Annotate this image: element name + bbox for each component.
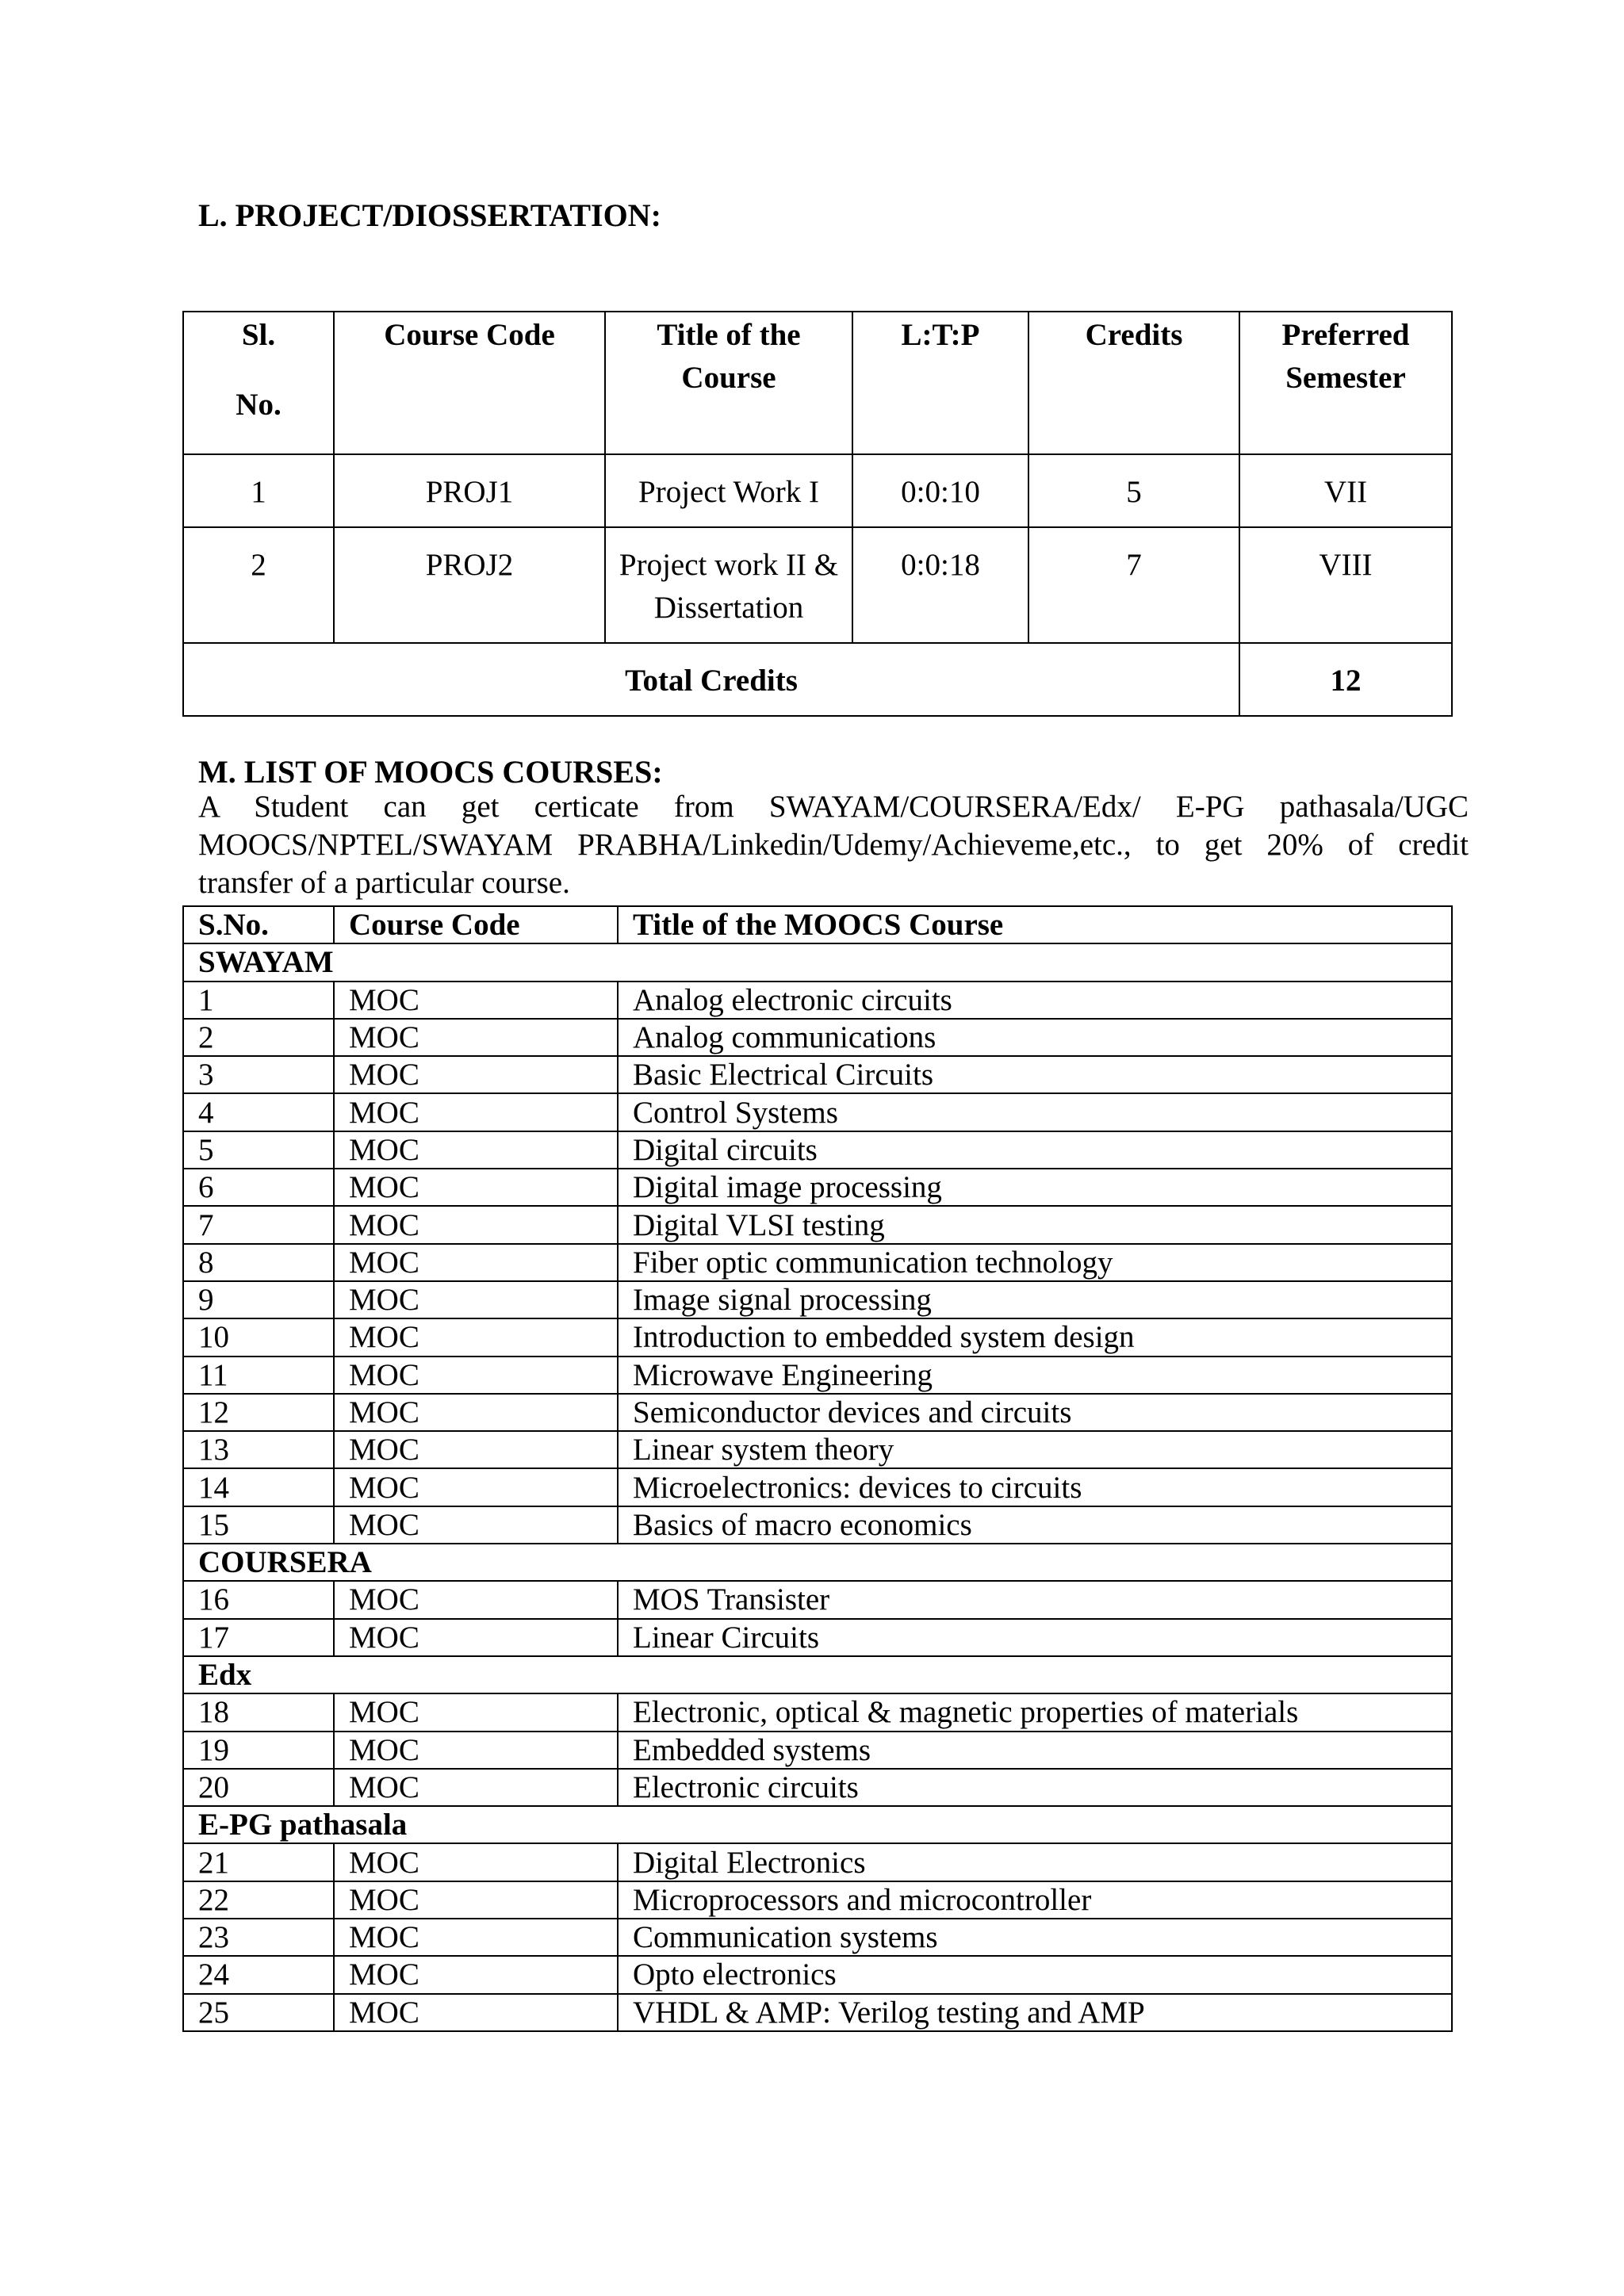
table-row — [183, 1956, 1452, 1993]
header-credits: Credits — [1028, 312, 1239, 454]
header-sl-line1: Sl. — [241, 318, 276, 352]
row-course-code: MOC — [334, 1994, 618, 2031]
section-m-heading: M. LIST OF MOOCS COURSES: — [198, 754, 663, 790]
row-sno: 16 — [183, 1581, 334, 1618]
row-course-title: Semiconductor devices and circuits — [618, 1394, 1452, 1431]
row-course-title: Digital circuits — [618, 1131, 1452, 1169]
table-row — [183, 1843, 1452, 1881]
row-sno: 18 — [183, 1693, 334, 1731]
header-course-code: Course Code — [334, 906, 618, 943]
row-sno: 21 — [183, 1843, 334, 1881]
row-course-code: MOC — [334, 1431, 618, 1468]
row-sno: 1 — [183, 982, 334, 1019]
moocs-table-header — [183, 906, 1452, 943]
group-label: E-PG pathasala — [183, 1806, 1452, 1843]
row-course-code: MOC — [334, 1169, 618, 1206]
row-course-title: Electronic circuits — [618, 1769, 1452, 1806]
row-course-title: Control Systems — [618, 1093, 1452, 1131]
row-sno: 8 — [183, 1244, 334, 1281]
row-course-title: Fiber optic communication technology — [618, 1244, 1452, 1281]
row-course-code: MOC — [334, 982, 618, 1019]
row-semester: VII — [1239, 454, 1452, 527]
row-code: PROJ2 — [334, 527, 605, 643]
row-sno: 2 — [183, 1019, 334, 1056]
row-course-title: VHDL & AMP: Verilog testing and AMP — [618, 1994, 1452, 2031]
row-course-code: MOC — [334, 1281, 618, 1318]
row-code: PROJ1 — [334, 454, 605, 527]
row-sl: 1 — [183, 454, 334, 527]
header-sno: S.No. — [183, 906, 334, 943]
row-course-code: MOC — [334, 1619, 618, 1656]
row-course-code: MOC — [334, 1019, 618, 1056]
row-course-title: Microelectronics: devices to circuits — [618, 1468, 1452, 1506]
group-row — [183, 1544, 1452, 1581]
row-course-title: Digital image processing — [618, 1169, 1452, 1206]
table-row — [183, 1769, 1452, 1806]
table-row — [183, 1131, 1452, 1169]
total-credits-label: Total Credits — [183, 643, 1239, 716]
row-course-title: Digital VLSI testing — [618, 1206, 1452, 1243]
row-course-code: MOC — [334, 1131, 618, 1169]
row-ltp: 0:0:10 — [852, 454, 1028, 527]
row-sno: 4 — [183, 1093, 334, 1131]
row-sno: 3 — [183, 1056, 334, 1093]
row-sno: 24 — [183, 1956, 334, 1993]
table-row — [183, 1506, 1452, 1544]
row-sno: 14 — [183, 1468, 334, 1506]
group-label: COURSERA — [183, 1544, 1452, 1581]
group-row — [183, 943, 1452, 981]
header-semester: Preferred Semester — [1239, 312, 1452, 454]
table-row — [183, 1056, 1452, 1093]
project-table — [182, 311, 1453, 717]
row-sno: 15 — [183, 1506, 334, 1544]
group-label: Edx — [183, 1656, 1452, 1693]
row-credits: 7 — [1028, 527, 1239, 643]
row-sno: 11 — [183, 1357, 334, 1394]
row-course-title: Electronic, optical & magnetic properties of materials — [618, 1693, 1452, 1731]
row-sno: 5 — [183, 1131, 334, 1169]
row-course-title: Basics of macro economics — [618, 1506, 1452, 1544]
row-sno: 12 — [183, 1394, 334, 1431]
row-course-title: Microprocessors and microcontroller — [618, 1881, 1452, 1919]
row-course-code: MOC — [334, 1468, 618, 1506]
row-course-code: MOC — [334, 1769, 618, 1806]
row-course-title: Microwave Engineering — [618, 1357, 1452, 1394]
row-course-title: Digital Electronics — [618, 1843, 1452, 1881]
group-label: SWAYAM — [183, 943, 1452, 981]
header-course-code: Course Code — [334, 312, 605, 454]
table-row — [183, 982, 1452, 1019]
row-course-code: MOC — [334, 1318, 618, 1356]
row-sno: 10 — [183, 1318, 334, 1356]
table-row — [183, 1357, 1452, 1394]
row-sno: 25 — [183, 1994, 334, 2031]
table-row — [183, 1693, 1452, 1731]
row-sno: 20 — [183, 1769, 334, 1806]
row-course-title: Opto electronics — [618, 1956, 1452, 1993]
row-course-title: Analog communications — [618, 1019, 1452, 1056]
table-row — [183, 1919, 1452, 1956]
row-sno: 23 — [183, 1919, 334, 1956]
table-row — [183, 1206, 1452, 1243]
table-row — [183, 1394, 1452, 1431]
row-course-title: Linear Circuits — [618, 1619, 1452, 1656]
row-course-code: MOC — [334, 1206, 618, 1243]
row-course-code: MOC — [334, 1093, 618, 1131]
table-row — [183, 527, 1452, 643]
row-credits: 5 — [1028, 454, 1239, 527]
row-semester: VIII — [1239, 527, 1452, 643]
table-row — [183, 1244, 1452, 1281]
row-title: Project work II & Dissertation — [605, 527, 852, 643]
row-course-code: MOC — [334, 1581, 618, 1618]
row-course-code: MOC — [334, 1357, 618, 1394]
table-row — [183, 1281, 1452, 1318]
table-row — [183, 1468, 1452, 1506]
table-row — [183, 1732, 1452, 1769]
row-course-title: Communication systems — [618, 1919, 1452, 1956]
table-row — [183, 1881, 1452, 1919]
table-row — [183, 1093, 1452, 1131]
row-sno: 13 — [183, 1431, 334, 1468]
header-ltp: L:T:P — [852, 312, 1028, 454]
row-course-title: Basic Electrical Circuits — [618, 1056, 1452, 1093]
header-moocs-title: Title of the MOOCS Course — [618, 906, 1452, 943]
row-course-code: MOC — [334, 1919, 618, 1956]
table-row — [183, 454, 1452, 527]
row-sno: 22 — [183, 1881, 334, 1919]
row-sno: 7 — [183, 1206, 334, 1243]
total-row — [183, 643, 1452, 716]
moocs-intro-paragraph: A Student can get certicate from SWAYAM/COURSERA/Edx/ E-PG pathasala/UGC MOOCS/NPTEL/SWAYAM PRABHA/Linkedin/Udemy/Achieveme,etc., to get 20% of credit transfer of a particular course. — [198, 790, 1469, 900]
row-course-title: Introduction to embedded system design — [618, 1318, 1452, 1356]
row-course-code: MOC — [334, 1693, 618, 1731]
group-row — [183, 1656, 1452, 1693]
table-row — [183, 1019, 1452, 1056]
table-row — [183, 1619, 1452, 1656]
row-course-title: Embedded systems — [618, 1732, 1452, 1769]
table-row — [183, 1169, 1452, 1206]
row-sno: 6 — [183, 1169, 334, 1206]
moocs-table-body — [183, 943, 1452, 2031]
row-course-code: MOC — [334, 1956, 618, 1993]
section-l-heading: L. PROJECT/DIOSSERTATION: — [198, 197, 661, 233]
row-course-title: Linear system theory — [618, 1431, 1452, 1468]
row-course-code: MOC — [334, 1732, 618, 1769]
header-sl-no — [183, 312, 334, 454]
project-table-header — [183, 312, 1452, 454]
total-credits-value: 12 — [1239, 643, 1452, 716]
row-ltp: 0:0:18 — [852, 527, 1028, 643]
row-sno: 19 — [183, 1732, 334, 1769]
table-row — [183, 1431, 1452, 1468]
table-row — [183, 1994, 1452, 2031]
row-course-title: MOS Transister — [618, 1581, 1452, 1618]
group-row — [183, 1806, 1452, 1843]
row-course-code: MOC — [334, 1244, 618, 1281]
row-course-code: MOC — [334, 1843, 618, 1881]
row-title: Project Work I — [605, 454, 852, 527]
moocs-table — [182, 905, 1453, 2032]
row-course-code: MOC — [334, 1056, 618, 1093]
row-course-code: MOC — [334, 1394, 618, 1431]
row-sno: 17 — [183, 1619, 334, 1656]
row-course-code: MOC — [334, 1506, 618, 1544]
row-sl: 2 — [183, 527, 334, 643]
row-course-title: Analog electronic circuits — [618, 982, 1452, 1019]
table-row — [183, 1318, 1452, 1356]
row-sno: 9 — [183, 1281, 334, 1318]
table-row — [183, 1581, 1452, 1618]
header-title: Title of the Course — [605, 312, 852, 454]
row-course-title: Image signal processing — [618, 1281, 1452, 1318]
header-sl-line2: No. — [236, 388, 282, 422]
row-course-code: MOC — [334, 1881, 618, 1919]
